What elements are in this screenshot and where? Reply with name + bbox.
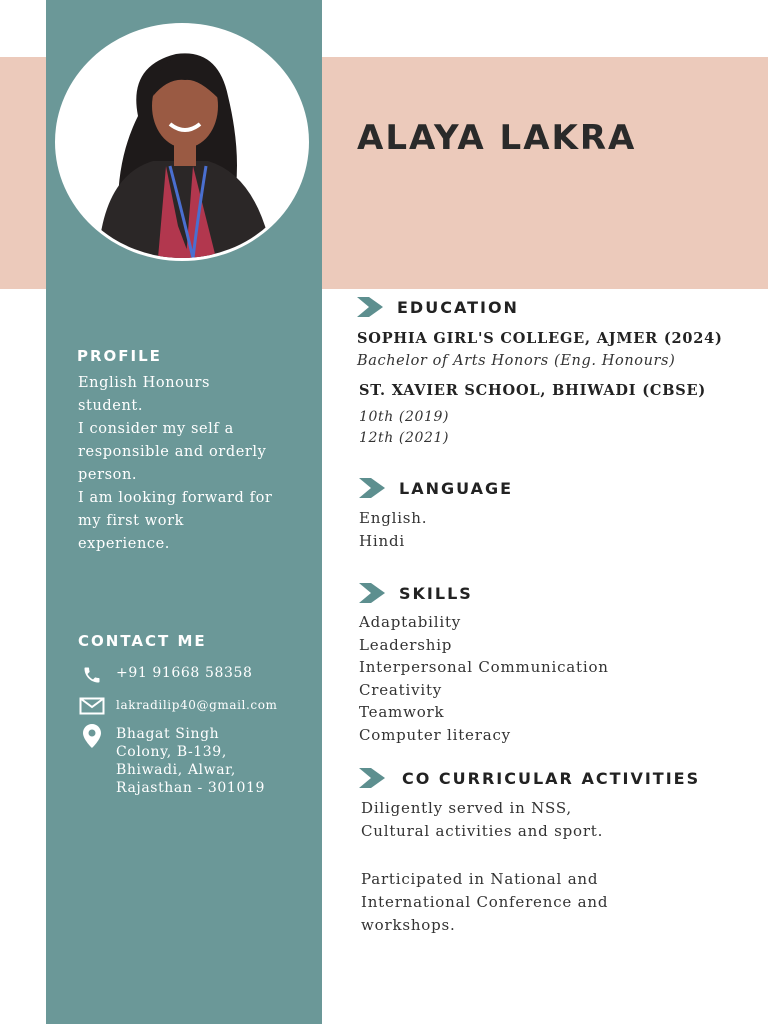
contact-phone [78, 664, 253, 686]
skills-heading-label: SKILLS [399, 583, 473, 603]
language-item: English. [359, 509, 428, 527]
contact-heading: CONTACT ME [78, 632, 207, 650]
skill-item: Creativity [359, 680, 443, 699]
activities-text-2: Participated in National and International Conference and workshops. [361, 870, 609, 934]
language-list [359, 507, 427, 552]
skill-item: Interpersonal Communication [359, 658, 609, 676]
phone-icon [78, 664, 106, 686]
candidate-name: ALAYA LAKRA [357, 118, 637, 158]
language-heading [359, 478, 513, 498]
address-text: Bhagat Singh Colony, B-139, Bhiwadi, Alwar, Rajasthan - 301019 [116, 726, 265, 796]
school-name: ST. XAVIER SCHOOL, BHIWADI (CBSE) [359, 382, 707, 399]
profile-photo [55, 23, 309, 261]
profile-heading: PROFILE [77, 347, 162, 365]
chevron-right-icon [359, 478, 385, 498]
skill-item: Computer literacy [359, 725, 511, 744]
chevron-right-icon [359, 583, 385, 603]
education-heading [357, 297, 519, 317]
grade-12: 12th (2021) [359, 430, 450, 446]
location-pin-icon [78, 725, 106, 747]
email-address[interactable]: lakradilip40@gmail.com [116, 698, 278, 712]
chevron-right-icon [357, 297, 383, 317]
grade-10: 10th (2019) [359, 409, 450, 425]
mail-icon [78, 695, 106, 717]
profile-text: English Honours student. I consider my self a responsible and orderly person. I am looking forward for my first work experience. [78, 375, 273, 552]
contact-email [78, 695, 278, 717]
skill-item: Teamwork [359, 703, 445, 721]
phone-number[interactable]: +91 91668 58358 [116, 665, 253, 681]
language-heading-label: LANGUAGE [399, 478, 514, 498]
skills-heading [359, 583, 473, 603]
contact-address [78, 725, 265, 797]
skill-item: Leadership [359, 635, 453, 654]
skills-list [359, 611, 609, 746]
chevron-right-icon [359, 768, 385, 788]
activities-text-1: Diligently served in NSS, Cultural activities and sport. [361, 799, 604, 840]
skill-item: Adaptability [359, 613, 462, 631]
activities-heading-label: CO CURRICULAR ACTIVITIES [402, 768, 701, 788]
activities-heading [359, 768, 700, 788]
language-item: Hindi [359, 531, 405, 550]
degree-name: Bachelor of Arts Honors (Eng. Honours) [357, 353, 676, 369]
college-name: SOPHIA GIRL'S COLLEGE, AJMER (2024) [357, 330, 723, 347]
education-heading-label: EDUCATION [397, 297, 519, 317]
